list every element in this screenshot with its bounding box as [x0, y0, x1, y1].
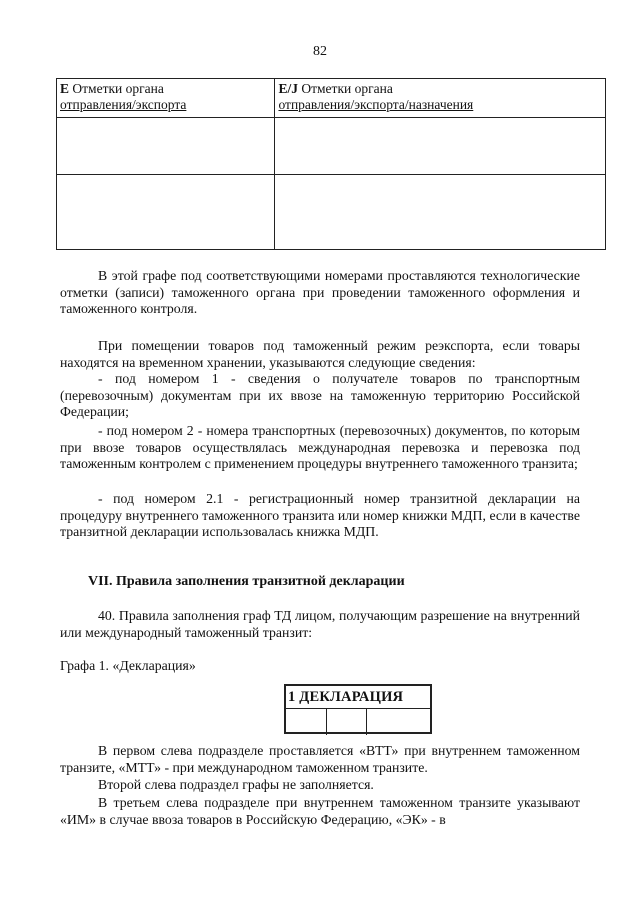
left-header-title: Отметки органа: [69, 81, 164, 96]
customs-marks-table: [56, 78, 606, 250]
paragraph-first-subfield: В первом слева подразделе проставляется «ВТТ» при внутреннем таможенном транзите, «МТТ» - при международном таможенном транзите.: [60, 743, 580, 775]
right-header-cell: [275, 79, 606, 118]
declaration-subfield-2: [326, 709, 367, 735]
left-empty-cell-1: [57, 118, 275, 175]
right-header-code: E/J: [278, 81, 298, 96]
paragraph-item-1: - под номером 1 - сведения о получателе товаров по транспортным (перевозочным) документам при их ввозе на таможенную территорию Российской Федерации;: [60, 371, 580, 420]
declaration-field-box: [284, 684, 432, 734]
left-header-cell: [57, 79, 275, 118]
paragraph-third-subfield: В третьем слева подразделе при внутреннем таможенном транзите указывают «ИМ» в случае ввоза товаров в Российскую Федерацию, «ЭК» - в: [60, 795, 580, 827]
right-header-title: Отметки органа: [297, 81, 393, 96]
declaration-subfield-3: [366, 709, 367, 735]
paragraph-item-2-1: - под номером 2.1 - регистрационный номер транзитной декларации на процедуру внутреннего таможенного транзита или номер книжки МДП, если в качестве транзитной декларации использовалась книжка МДП.: [60, 491, 580, 540]
left-empty-cell-2: [57, 175, 275, 250]
declaration-field-title: 1 ДЕКЛАРАЦИЯ: [288, 689, 404, 705]
right-empty-cell-2: [275, 175, 606, 250]
left-header-code: E: [60, 81, 70, 96]
right-header-title-line2: отправления/экспорта/назначения: [278, 97, 474, 112]
declaration-subfield-1: [286, 709, 327, 735]
paragraph-technological-marks: В этой графе под соответствующими номерами проставляются технологические отметки (записи) таможенного органа при проведении таможенного оформления и таможенного контроля.: [60, 268, 580, 317]
paragraph-reexport-intro: При помещении товаров под таможенный режим реэкспорта, если товары находятся на временном хранении, указываются следующие сведения:: [60, 338, 580, 370]
paragraph-field-1-title: Графа 1. «Декларация»: [60, 658, 196, 673]
section-heading: VII. Правила заполнения транзитной декларации: [88, 574, 405, 589]
paragraph-item-2: - под номером 2 - номера транспортных (перевозочных) документов, по которым при ввозе товаров осуществлялась международная перевозка и перевозка под таможенным контролем с применением процедуры внутреннего таможенного транзита;: [60, 423, 580, 472]
declaration-subfields: [286, 708, 430, 735]
paragraph-rule-40: 40. Правила заполнения граф ТД лицом, получающим разрешение на внутренний или международный таможенный транзит:: [60, 608, 580, 640]
page-number: 82: [313, 44, 327, 59]
left-header-title-line2: отправления/экспорта: [60, 97, 187, 112]
right-empty-cell-1: [275, 118, 606, 175]
paragraph-second-subfield: Второй слева подраздел графы не заполняется.: [98, 777, 374, 792]
